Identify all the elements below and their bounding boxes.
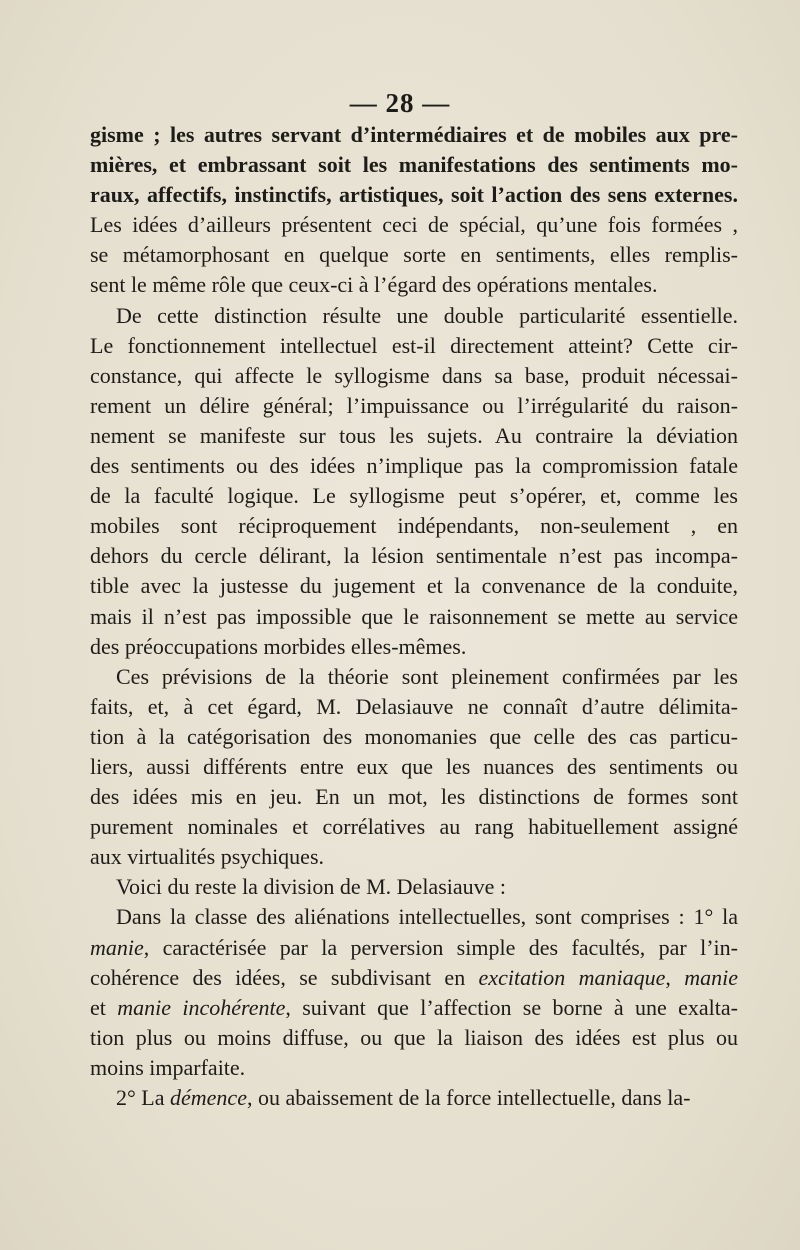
text-line [90,240,738,270]
text-line [90,180,738,210]
text-segment: mobiles sont réciproquement indépendants, non-seulement , en [90,513,738,539]
text-segment: moins imparfaite. [90,1054,246,1080]
text-line [90,571,738,601]
text-line [90,1023,738,1053]
text-segment: , ou abaissement de la force intellectuelle, dans la- [246,1085,691,1110]
text-segment: , caractérisée par la perversion simple des facultés, par l’in- [143,934,738,960]
text-segment: raux, affectifs, instinctifs, artistiques, soit l’action des sens externes. [90,182,738,208]
text-line [90,812,738,842]
text-line [90,361,738,391]
text-segment: de la faculté logique. Le syllogisme peut s’opérer, et, comme les [90,483,738,509]
text-segment: constance, qui affecte le syllogisme dans sa base, produit nécessai- [90,362,738,388]
text-segment: gisme ; les autres servant d’intermédiaires et de mobiles aux pre- [90,122,738,147]
text-segment: De cette distinction résulte une double particularité essentielle. [116,302,738,328]
italic-term: manie [684,964,739,990]
text-segment: des sentiments ou des idées n’implique pas la compromission fatale [90,453,738,479]
text-line [90,752,738,782]
italic-term: manie [90,934,144,960]
text-line [90,391,738,421]
text-line [90,632,738,662]
text-segment: des préoccupations morbides elles-mêmes. [90,633,467,659]
text-segment: Dans la classe des aliénations intellectuelles, sont comprises : 1° la [116,904,738,930]
text-line [90,963,738,993]
text-segment: dehors du cercle délirant, la lésion sentimentale n’est pas incompa- [90,543,738,569]
text-segment: rement un délire général; l’impuissance ou l’irrégularité du raison- [90,392,738,418]
text-segment: cohérence des idées, se subdivisant en [90,964,479,990]
text-segment: liers, aussi différents entre eux que les nuances des sentiments ou [90,753,738,779]
text-line [90,331,738,361]
text-line [90,210,738,240]
text-segment: Le fonctionnement intellectuel est-il directement atteint? Cette cir- [90,332,738,358]
text-segment: mières, et embrassant soit les manifestations des sentiments mo- [90,152,738,178]
text-line [90,1083,738,1113]
text-segment: Les idées d’ailleurs présentent ceci de spécial, qu’une fois formées , [90,212,738,238]
text-segment: faits, et, à cet égard, M. Delasiauve ne connaît d’autre délimita- [90,693,738,719]
text-line [90,993,738,1023]
text-segment: purement nominales et corrélatives au rang habituellement assigné [90,814,738,840]
text-segment: tible avec la justesse du jugement et la convenance de la conduite, [90,573,738,599]
text-line [90,120,738,150]
text-line [90,902,738,932]
text-line [90,451,738,481]
text-segment: tion plus ou moins diffuse, ou que la liaison des idées est plus ou [90,1024,738,1050]
text-line [90,933,738,963]
text-line [90,782,738,812]
text-line [90,481,738,511]
text-line [90,301,738,331]
text-segment: mais il n’est pas impossible que le raisonnement se mette au service [90,603,738,629]
text-line [90,421,738,451]
text-segment: , suivant que l’affection se borne à une exalta- [285,994,738,1020]
text-line [90,541,738,571]
italic-term: excitation maniaque [478,964,666,990]
text-segment: des idées mis en jeu. En un mot, les distinctions de formes sont [90,784,738,810]
italic-term: manie incohérente [117,994,286,1020]
text-segment: Voici du reste la division de M. Delasiauve : [116,874,507,900]
text-line [90,872,738,902]
text-segment: aux virtualités psychiques. [90,844,325,870]
text-line [90,692,738,722]
text-line [90,150,738,180]
text-line [90,662,738,692]
text-segment: , [665,964,685,990]
text-segment: tion à la catégorisation des monomanies que celle des cas particu- [90,723,738,749]
text-segment: 2° La [116,1085,171,1110]
text-line [90,1053,738,1083]
text-segment: nement se manifeste sur tous les sujets. Au contraire la déviation [90,422,738,448]
text-line [90,270,738,300]
text-segment: Ces prévisions de la théorie sont pleinement confirmées par les [116,663,738,689]
page-number: — 28 — [349,88,451,118]
italic-term: démence [170,1085,247,1110]
text-segment: et [90,994,118,1020]
text-line [90,722,738,752]
text-segment: se métamorphosant en quelque sorte en sentiments, elles remplis- [90,242,738,268]
text-segment: sent le même rôle que ceux-ci à l’égard des opérations mentales. [90,272,658,298]
body-text [90,120,738,1113]
text-line [90,511,738,541]
text-line [90,842,738,872]
text-line [90,602,738,632]
